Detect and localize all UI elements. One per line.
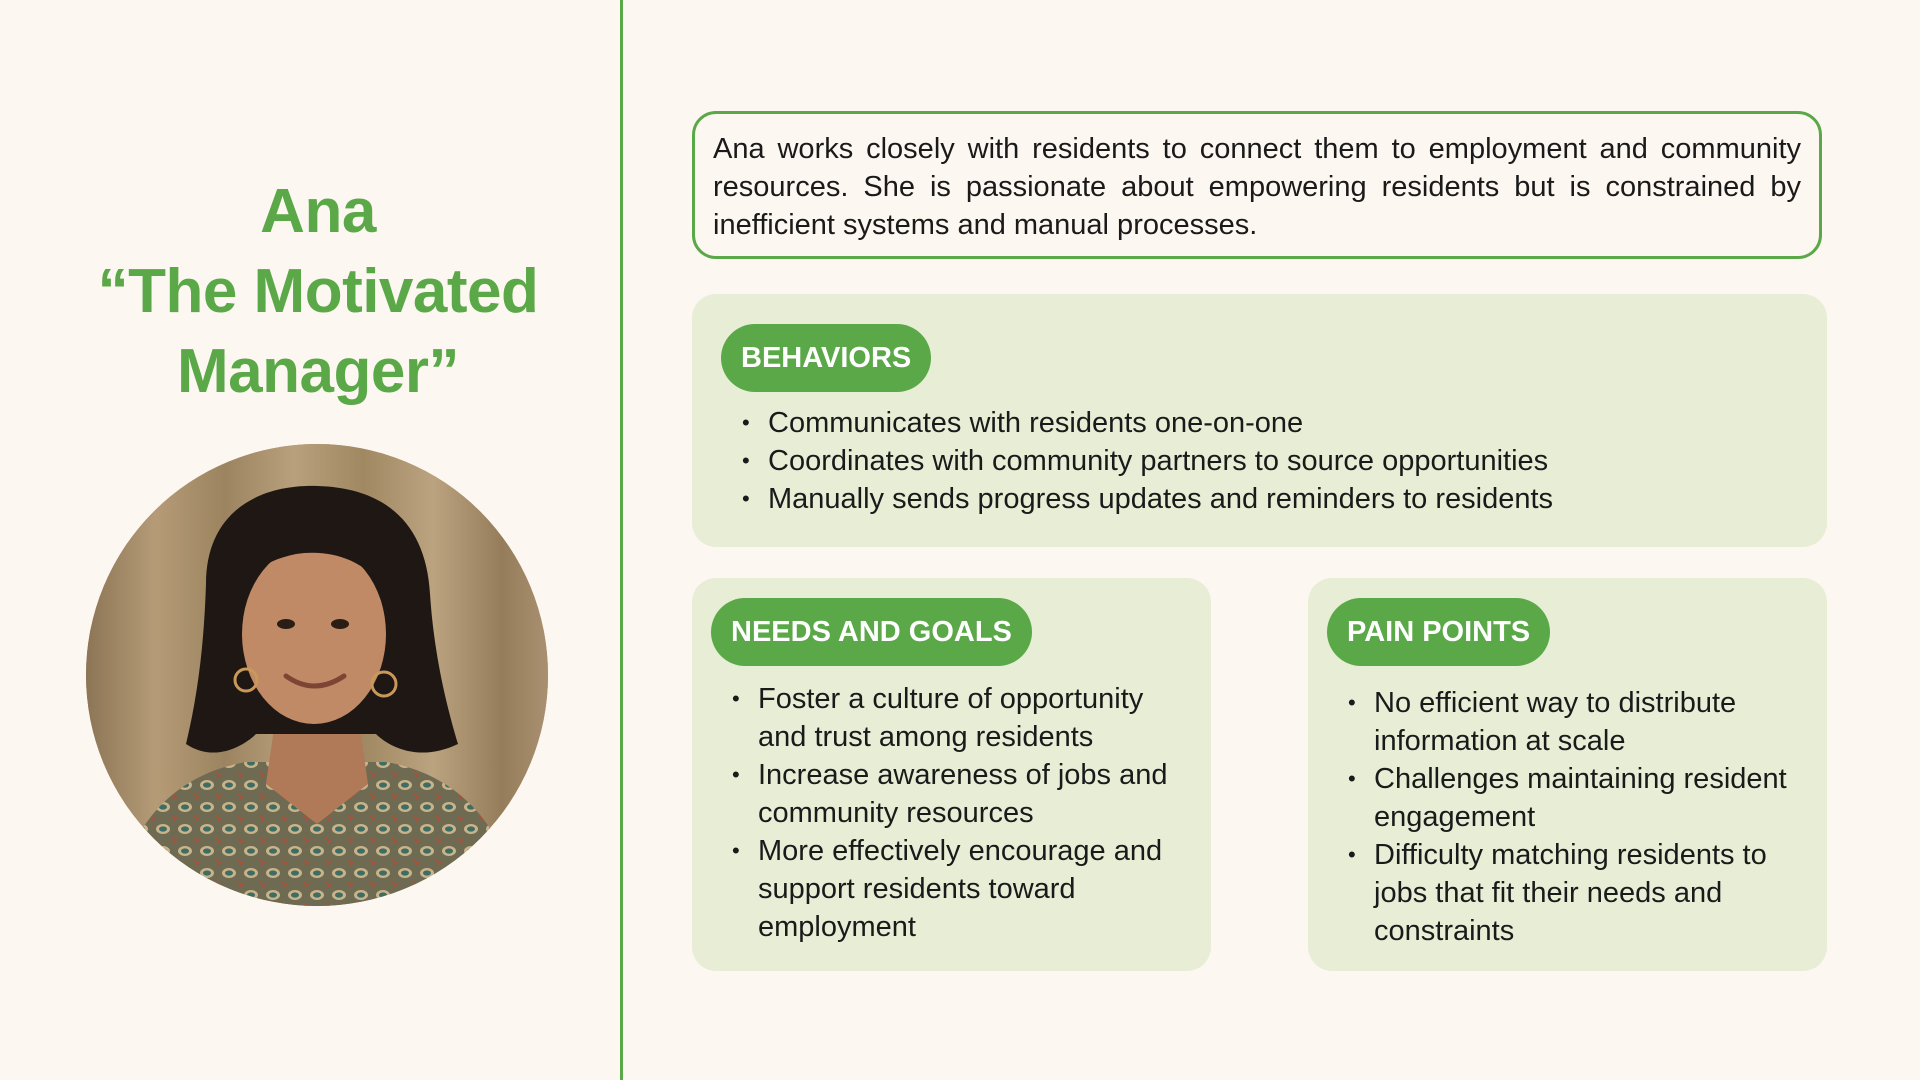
persona-name: Ana (260, 177, 376, 246)
persona-title-line-1: “The Motivated (97, 257, 539, 326)
list-item: • Communicates with residents one-on-one (728, 404, 1798, 442)
list-item: • Challenges maintaining resident engagement (1334, 760, 1804, 836)
persona-panel (0, 0, 620, 1080)
pain-points-card (1308, 578, 1827, 971)
needs-goals-list (718, 680, 1188, 946)
behaviors-card (692, 294, 1827, 547)
list-item: • More effectively encourage and support residents toward employment (718, 832, 1188, 946)
persona-title (0, 172, 636, 412)
persona-summary: Ana works closely with residents to connect them to employment and community resources. She is passionate about empowering residents but is constrained by inefficient systems and manual processes. (692, 111, 1822, 259)
persona-photo (86, 444, 548, 906)
list-item: • Manually sends progress updates and reminders to residents (728, 480, 1798, 518)
needs-goals-heading: NEEDS AND GOALS (711, 598, 1032, 666)
persona-photo-illustration (86, 444, 548, 906)
behaviors-heading: BEHAVIORS (721, 324, 931, 392)
list-item: • Foster a culture of opportunity and trust among residents (718, 680, 1188, 756)
vertical-divider (620, 0, 623, 1080)
behaviors-list (728, 404, 1798, 518)
needs-goals-card (692, 578, 1211, 971)
list-item: • No efficient way to distribute information at scale (1334, 684, 1804, 760)
list-item: • Difficulty matching residents to jobs that fit their needs and constraints (1334, 836, 1804, 950)
list-item: • Coordinates with community partners to source opportunities (728, 442, 1798, 480)
pain-points-list (1334, 684, 1804, 950)
persona-title-line-2: Manager” (177, 337, 459, 406)
pain-points-heading: PAIN POINTS (1327, 598, 1550, 666)
list-item: • Increase awareness of jobs and community resources (718, 756, 1188, 832)
